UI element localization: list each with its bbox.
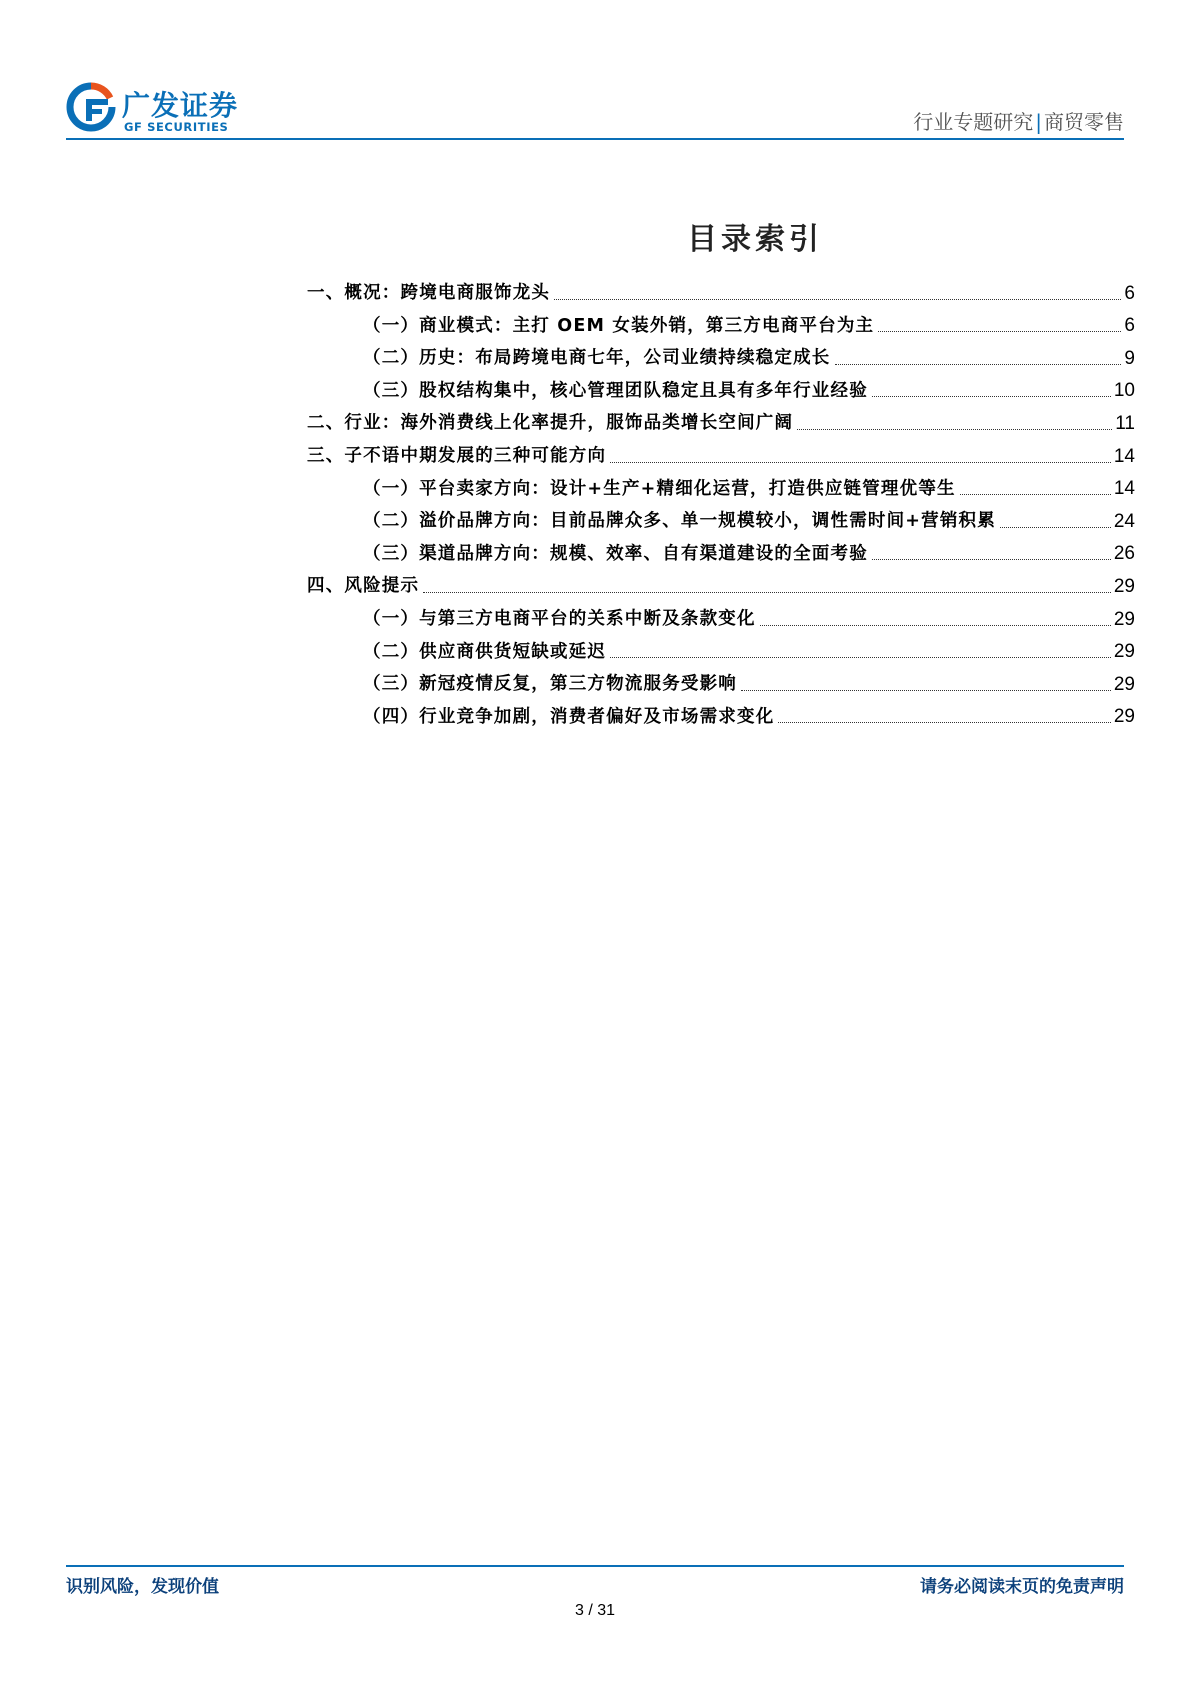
toc-entry-page: 14	[1113, 478, 1135, 500]
logo-english-text: GF SECURITIES	[124, 120, 229, 134]
toc-entry[interactable]	[307, 664, 1135, 697]
toc-entry[interactable]	[307, 632, 1135, 665]
toc-leader-dots	[778, 722, 1110, 723]
toc-leader-dots	[741, 690, 1111, 691]
toc-leader-dots	[423, 592, 1111, 593]
toc-entry-label: 四、风险提示	[307, 576, 420, 597]
footer-disclaimer: 请务必阅读末页的免责声明	[920, 1577, 1124, 1597]
toc-entry-label: 三、子不语中期发展的三种可能方向	[307, 446, 607, 467]
toc-leader-dots	[960, 494, 1111, 495]
toc-entry-page: 29	[1113, 706, 1135, 728]
toc-entry[interactable]	[307, 566, 1135, 599]
toc-entry-label: （三）渠道品牌方向：规模、效率、自有渠道建设的全面考验	[363, 543, 868, 564]
toc-leader-dots	[872, 559, 1111, 560]
toc-entry-page: 6	[1124, 315, 1135, 337]
footer-divider	[66, 1565, 1124, 1567]
toc-entry-label: 二、行业：海外消费线上化率提升，服饰品类增长空间广阔	[307, 413, 794, 434]
toc-entry[interactable]	[307, 273, 1135, 306]
toc-entry-label: （一）商业模式：主打 OEM 女装外销，第三方电商平台为主	[363, 315, 875, 336]
toc-entry-page: 6	[1124, 282, 1135, 304]
report-type: 行业专题研究	[913, 110, 1034, 134]
toc-entry-label: （一）与第三方电商平台的关系中断及条款变化	[363, 609, 756, 630]
toc-entry-label: （二）历史：布局跨境电商七年，公司业绩持续稳定成长	[363, 348, 831, 369]
toc-entry-page: 24	[1113, 510, 1135, 532]
toc-entry-label: （四）行业竞争加剧，消费者偏好及市场需求变化	[363, 706, 775, 727]
toc-entry[interactable]	[307, 403, 1135, 436]
toc-entry[interactable]	[307, 436, 1135, 469]
table-of-contents	[307, 273, 1135, 729]
toc-leader-dots	[610, 462, 1111, 463]
toc-entry[interactable]	[307, 501, 1135, 534]
toc-entry-label: （一）平台卖家方向：设计+生产+精细化运营，打造供应链管理优等生	[363, 478, 956, 499]
toc-entry-page: 26	[1113, 543, 1135, 565]
toc-leader-dots	[1000, 527, 1111, 528]
toc-leader-dots	[835, 364, 1122, 365]
footer-slogan: 识别风险，发现价值	[66, 1577, 219, 1597]
company-logo	[66, 78, 266, 138]
page-header	[66, 78, 1124, 138]
toc-leader-dots	[878, 331, 1121, 332]
toc-leader-dots	[610, 657, 1111, 658]
toc-entry-page: 14	[1113, 445, 1135, 467]
toc-entry[interactable]	[307, 599, 1135, 632]
header-separator: |	[1035, 110, 1042, 134]
toc-entry-page: 10	[1113, 380, 1135, 402]
toc-entry[interactable]	[307, 371, 1135, 404]
toc-leader-dots	[760, 625, 1111, 626]
toc-entry-page: 29	[1113, 608, 1135, 630]
toc-entry-label: （三）股权结构集中，核心管理团队稳定且具有多年行业经验	[363, 380, 868, 401]
toc-entry-label: （二）溢价品牌方向：目前品牌众多、单一规模较小，调性需时间+营销积累	[363, 511, 996, 532]
toc-entry[interactable]	[307, 338, 1135, 371]
toc-title: 目录索引	[687, 222, 823, 257]
toc-entry-label: （三）新冠疫情反复，第三方物流服务受影响	[363, 674, 737, 695]
toc-entry[interactable]	[307, 306, 1135, 339]
page-number: 3 / 31	[574, 1602, 616, 1619]
report-sector: 商贸零售	[1044, 110, 1124, 134]
header-divider	[66, 138, 1124, 140]
toc-leader-dots	[872, 396, 1111, 397]
gf-logo-icon	[66, 82, 116, 132]
toc-entry-label: 一、概况：跨境电商服饰龙头	[307, 283, 551, 304]
toc-entry-page: 29	[1113, 641, 1135, 663]
toc-entry-label: （二）供应商供货短缺或延迟	[363, 641, 607, 662]
toc-entry[interactable]	[307, 534, 1135, 567]
toc-entry[interactable]	[307, 469, 1135, 502]
toc-leader-dots	[797, 429, 1112, 430]
toc-entry[interactable]	[307, 697, 1135, 730]
toc-entry-page: 9	[1124, 347, 1135, 369]
toc-entry-page: 11	[1115, 412, 1135, 434]
toc-entry-page: 29	[1113, 673, 1135, 695]
report-category	[913, 106, 1124, 135]
toc-entry-page: 29	[1113, 575, 1135, 597]
toc-leader-dots	[554, 299, 1121, 300]
logo-chinese-text: 广发证券	[122, 89, 239, 122]
